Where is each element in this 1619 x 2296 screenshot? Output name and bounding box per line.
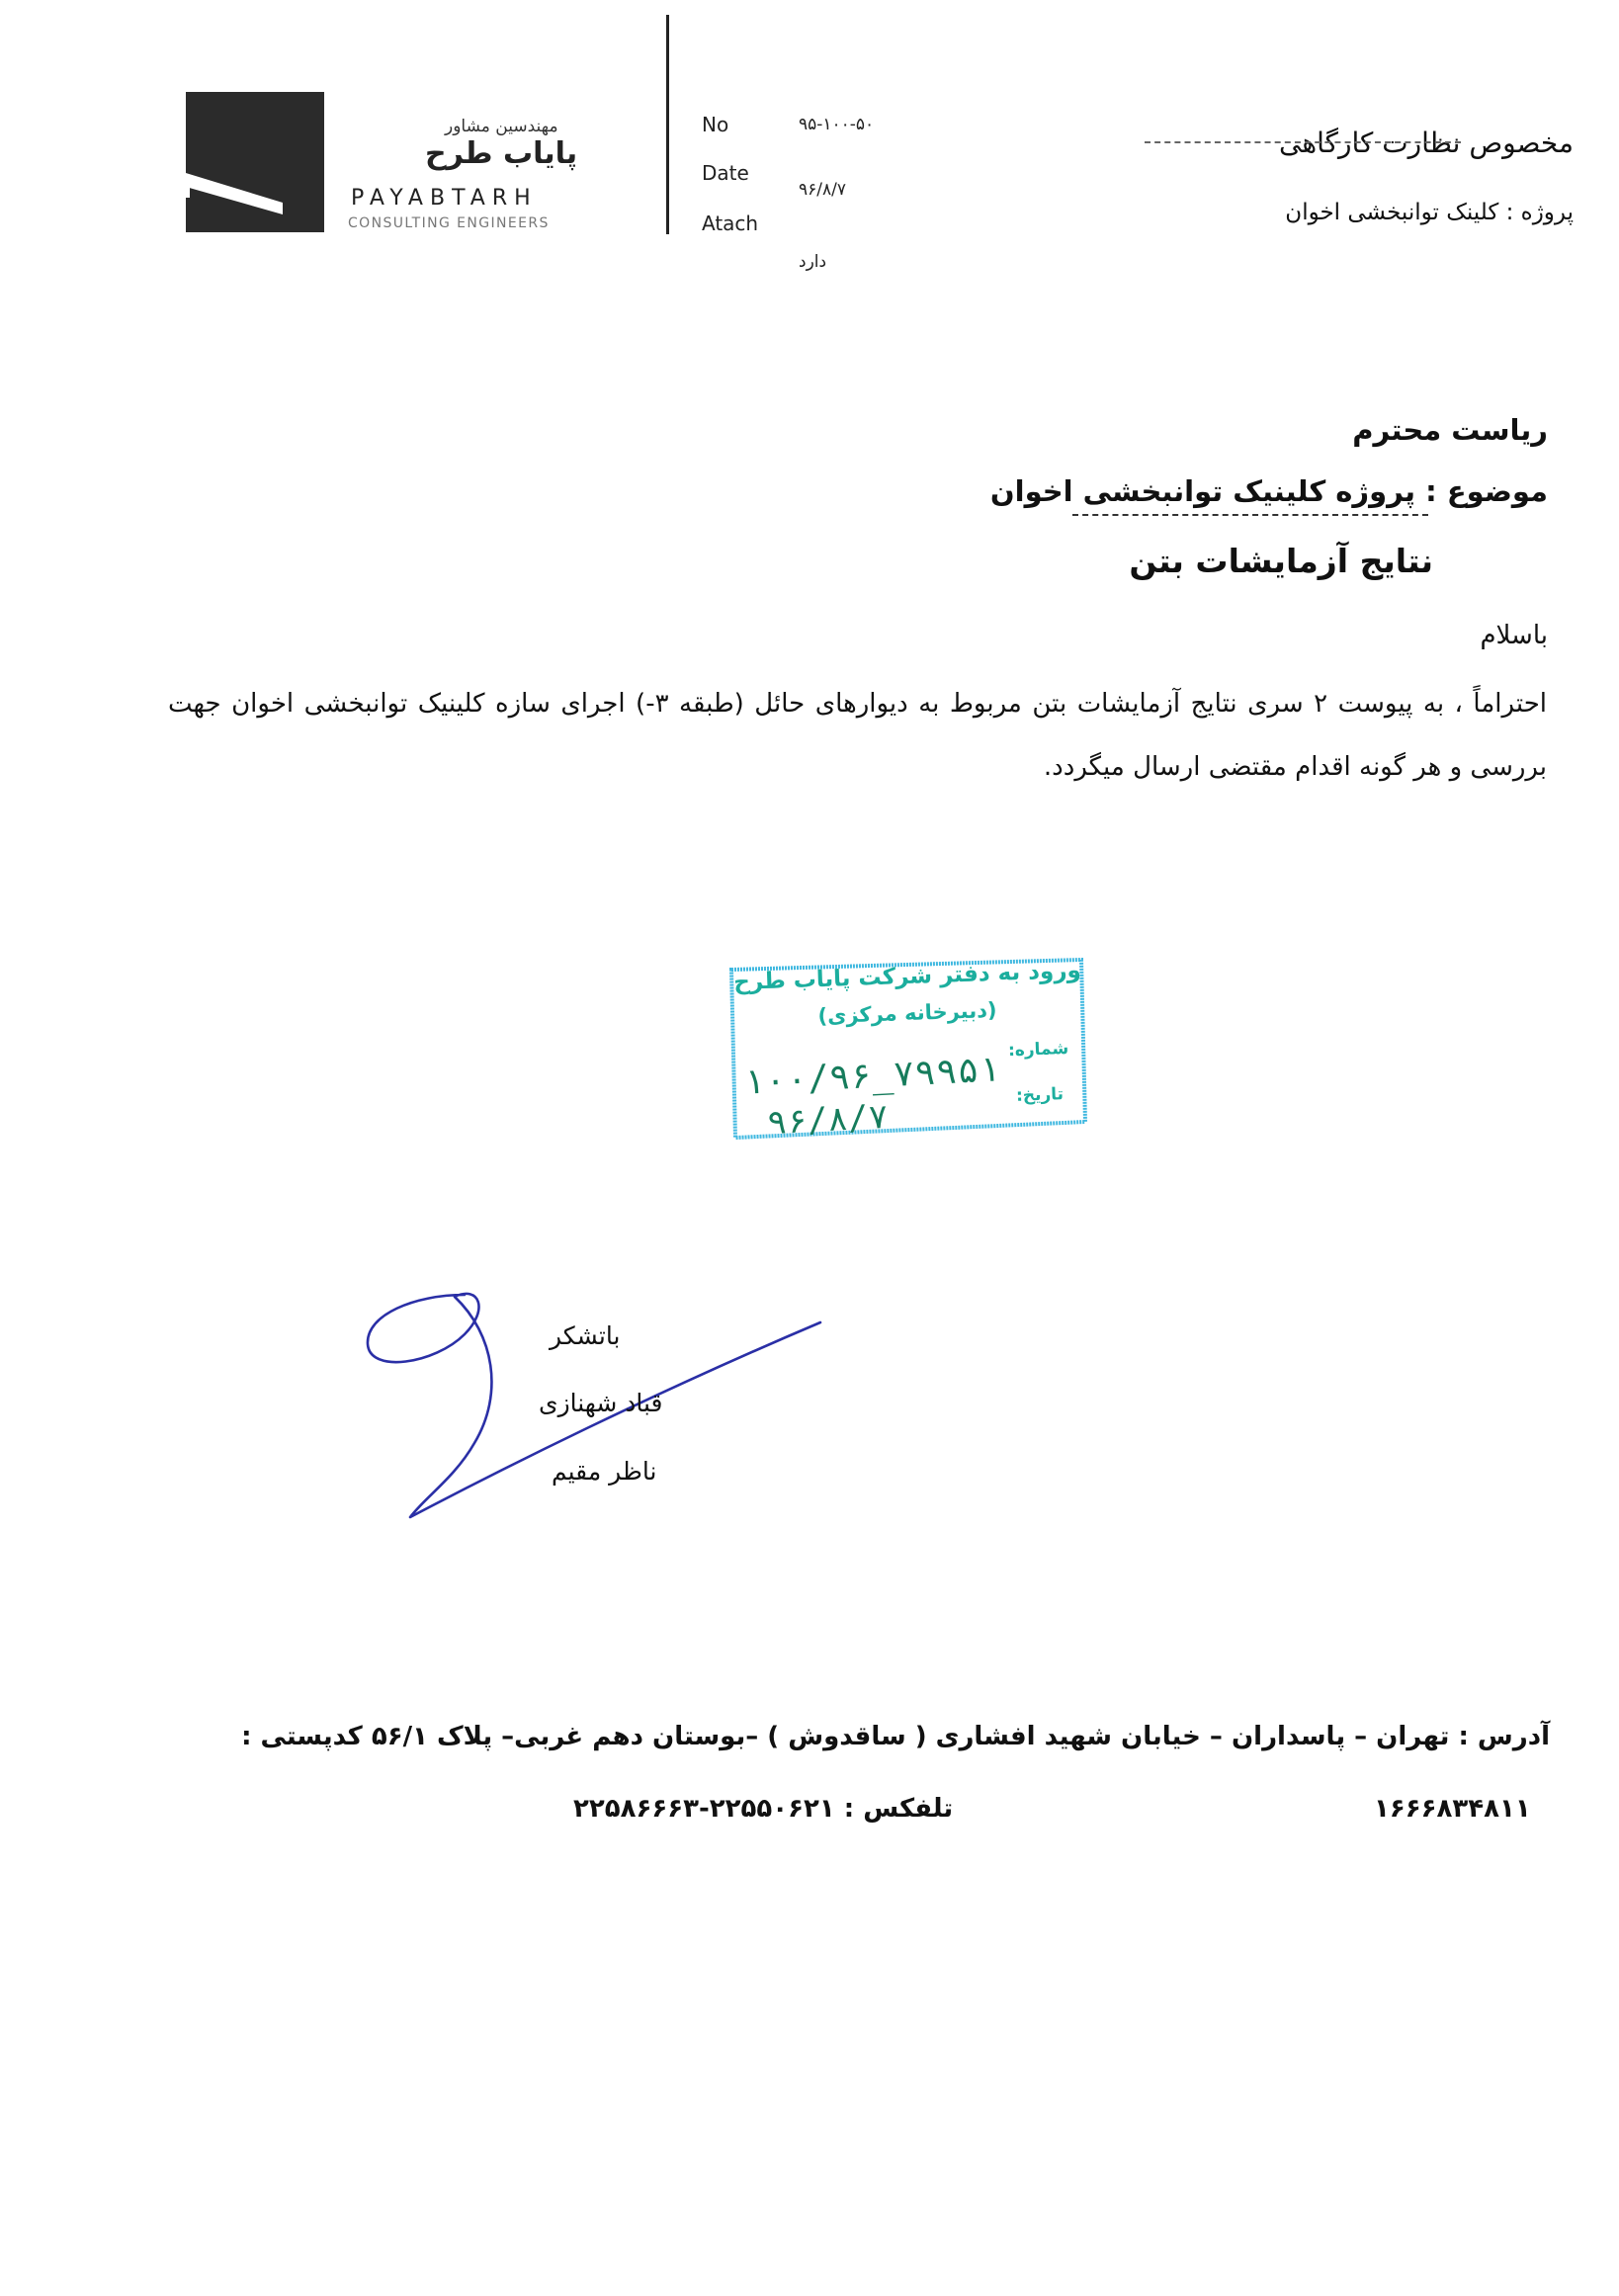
- logo-mark-icon: [186, 92, 324, 232]
- meta-attach-label: Atach: [702, 212, 759, 235]
- project-name: پروژه : کلینک توانبخشی اخوان: [1285, 200, 1574, 225]
- telfax-number: ۲۲۵۸۶۶۶۳-۲۲۵۵۰۶۲۱: [573, 1794, 835, 1824]
- company-subtitle-en: CONSULTING ENGINEERS: [348, 215, 550, 231]
- classification-underline: [1145, 141, 1461, 145]
- letter-body: احتراماً ، به پیوست ۲ سری نتایج آزمایشات بتن مربوط به دیوارهای حائل (طبقه ۳-) اجرای سازه کلینیک توانبخشی اخوان جهت بررسی و هر گونه اقدام مقتضی ارسال میگردد.: [168, 689, 1547, 782]
- header-divider: [666, 15, 669, 234]
- meta-date-value: ۹۶/۸/۷: [799, 180, 846, 200]
- company-name-en: PAYABTARH: [351, 186, 538, 211]
- subject-underline: [1072, 514, 1428, 518]
- closing-text: باتشکر: [550, 1321, 621, 1350]
- company-name-fa: پایاب طرح: [425, 136, 578, 171]
- stamp-number-label: شماره:: [1007, 1038, 1069, 1062]
- stamp-date-label: تاریخ:: [1015, 1084, 1065, 1106]
- company-logo: [186, 92, 324, 232]
- greeting: باسلام: [1480, 621, 1548, 650]
- stamp-number: ۱۰۰/۹۶_۷۹۹۵۱: [742, 1049, 1001, 1103]
- signer-role: ناظر مقیم: [552, 1457, 657, 1486]
- letter-title: نتایج آزمایشات بتن: [1129, 542, 1433, 580]
- stamp-title: ورود به دفتر شرکت پایاب طرح: [732, 957, 1082, 996]
- company-name-fa-small: مهندسین مشاور: [445, 117, 558, 136]
- meta-date-label: Date: [702, 161, 749, 185]
- subject-line: موضوع : پروژه کلینیک توانبخشی اخوان: [989, 474, 1548, 508]
- meta-no-label: No: [702, 113, 729, 136]
- footer-telfax: [573, 1794, 953, 1824]
- meta-no-value: ۹۵-۱۰۰-۵۰: [799, 115, 875, 134]
- footer-postal-code: ۱۶۶۶۸۳۴۸۱۱: [1374, 1794, 1531, 1824]
- signer-name: قباد شهنازی: [539, 1389, 663, 1417]
- addressee: ریاست محترم: [1352, 413, 1548, 447]
- meta-attach-value: دارد: [799, 252, 827, 272]
- classification-label: مخصوص نظارت کارگاهی: [1279, 127, 1574, 159]
- telfax-label: تلفکس :: [843, 1794, 954, 1824]
- stamp-subtitle: (دبیرخانه مرکزی): [817, 997, 997, 1029]
- stamp-date: ۹۶/۸/۷: [766, 1096, 890, 1144]
- footer-address: آدرس : تهران – پاسداران – خیابان شهید افشاری ( ساقدوش ) –بوستان دهم غربی– پلاک ۵۶/۱ کدپستی :: [241, 1722, 1550, 1751]
